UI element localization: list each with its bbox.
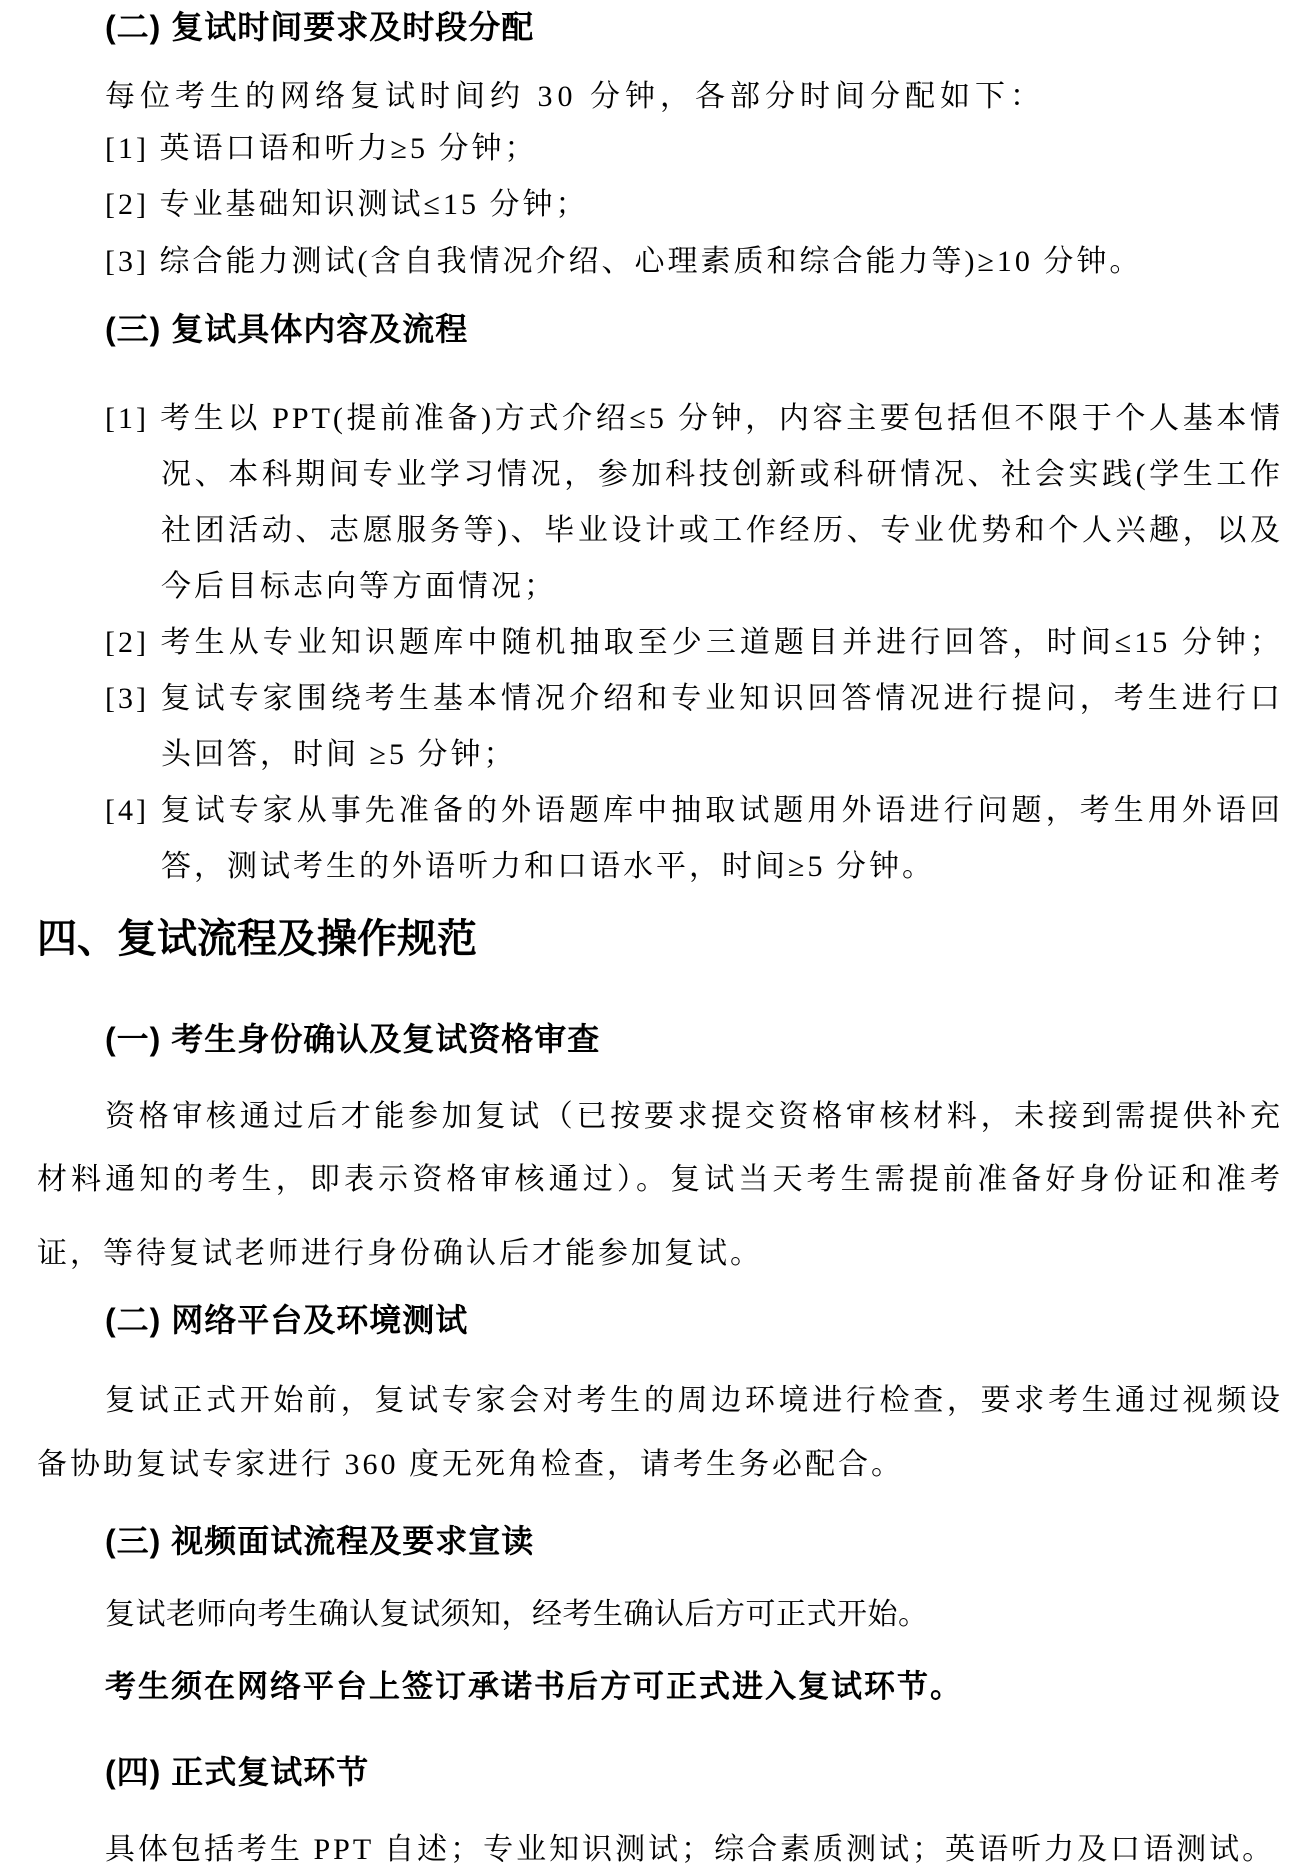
body-line: 资格审核通过后才能参加复试（已按要求提交资格审核材料，未接到需提供补充: [105, 1100, 1283, 1133]
section-heading-formal-interview: (四) 正式复试环节: [105, 1754, 370, 1790]
body-line: 具体包括考生 PPT 自述；专业知识测试；综合素质测试；英语听力及口语测试。: [105, 1833, 1276, 1863]
body-line: 证，等待复试老师进行身份确认后才能参加复试。: [37, 1237, 763, 1270]
section-heading-time-requirements: (二) 复试时间要求及时段分配: [105, 9, 535, 45]
body-line: [4] 复试专家从事先准备的外语题库中抽取试题用外语进行问题，考生用外语回: [105, 794, 1283, 827]
body-line: 社团活动、志愿服务等)、毕业设计或工作经历、专业优势和个人兴趣，以及: [161, 514, 1283, 547]
body-line: [1] 考生以 PPT(提前准备)方式介绍≤5 分钟，内容主要包括但不限于个人基本情: [105, 402, 1283, 435]
body-line: 复试老师向考生确认复试须知，经考生确认后方可正式开始。: [105, 1598, 929, 1631]
body-line: 复试正式开始前，复试专家会对考生的周边环境进行检查，要求考生通过视频设: [105, 1384, 1283, 1417]
body-line: [3] 复试专家围绕考生基本情况介绍和专业知识回答情况进行提问，考生进行口: [105, 682, 1283, 715]
section-heading-video-interview: (三) 视频面试流程及要求宣读: [105, 1523, 535, 1559]
body-line: [2] 考生从专业知识题库中随机抽取至少三道题目并进行回答，时间≤15 分钟；: [105, 626, 1283, 659]
body-line: 况、本科期间专业学习情况，参加科技创新或科研情况、社会实践(学生工作: [161, 458, 1283, 491]
body-line: 头回答，时间 ≥5 分钟；: [161, 738, 517, 771]
body-line: 答，测试考生的外语听力和口语水平，时间≥5 分钟。: [161, 850, 935, 883]
body-line: 今后目标志向等方面情况；: [161, 570, 557, 603]
body-line: 备协助复试专家进行 360 度无死角检查，请考生务必配合。: [37, 1448, 904, 1481]
chapter-heading-interview-process: 四、复试流程及操作规范: [37, 917, 477, 961]
bold-note-commitment: 考生须在网络平台上签订承诺书后方可正式进入复试环节。: [105, 1669, 963, 1704]
body-line: 材料通知的考生，即表示资格审核通过）。复试当天考生需提前准备好身份证和准考: [37, 1163, 1283, 1196]
list-item-professional-test: [2] 专业基础知识测试≤15 分钟；: [105, 188, 589, 221]
paragraph-time-intro: 每位考生的网络复试时间约 30 分钟，各部分时间分配如下：: [105, 80, 1045, 113]
section-heading-identity-check: (一) 考生身份确认及复试资格审查: [105, 1021, 601, 1057]
section-heading-interview-content: (三) 复试具体内容及流程: [105, 311, 469, 347]
list-item-english-oral: [1] 英语口语和听力≥5 分钟；: [105, 132, 538, 165]
list-item-comprehensive-test: [3] 综合能力测试(含自我情况介绍、心理素质和综合能力等)≥10 分钟。: [105, 245, 1143, 278]
section-heading-network-environment: (二) 网络平台及环境测试: [105, 1302, 469, 1338]
